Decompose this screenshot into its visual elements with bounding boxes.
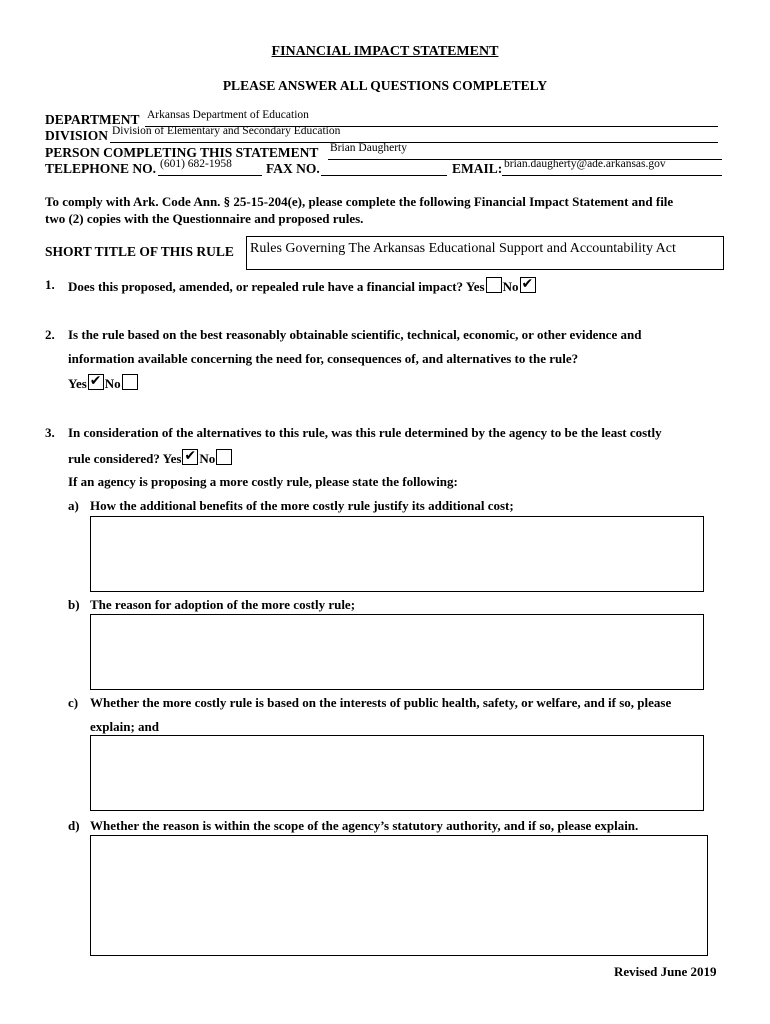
q3-followup: If an agency is proposing a more costly rule, please state the following: bbox=[68, 474, 458, 489]
q3-yes-label: Yes bbox=[162, 451, 182, 466]
form-title: FINANCIAL IMPACT STATEMENT bbox=[271, 44, 499, 59]
department-label: DEPARTMENT bbox=[45, 112, 140, 127]
q1-no-checkbox[interactable] bbox=[520, 277, 536, 293]
q3d-text: Whether the reason is within the scope of the agency’s statutory authority, and if so, please explain. bbox=[90, 818, 639, 833]
q3-no-label: No bbox=[199, 451, 216, 466]
intro-line-2: two (2) copies with the Questionnaire and proposed rules. bbox=[45, 211, 364, 226]
short-title-field[interactable] bbox=[246, 236, 724, 270]
q3-number: 3. bbox=[45, 425, 55, 440]
person-label: PERSON COMPLETING THIS STATEMENT bbox=[45, 145, 319, 160]
q3d-label: d) bbox=[68, 818, 80, 833]
q2-line-1: Is the rule based on the best reasonably obtainable scientific, technical, economic, or other evidence and bbox=[68, 327, 642, 342]
department-value: Arkansas Department of Education bbox=[147, 109, 309, 121]
short-title-label: SHORT TITLE OF THIS RULE bbox=[45, 244, 234, 259]
division-value: Division of Elementary and Secondary Education bbox=[112, 125, 341, 137]
telephone-field[interactable] bbox=[158, 158, 262, 176]
q3c-line-2: explain; and bbox=[90, 719, 159, 734]
q3c-answer-box[interactable] bbox=[90, 735, 704, 811]
q1-yes-label: Yes bbox=[465, 279, 485, 294]
q3a-answer-box[interactable] bbox=[90, 516, 704, 592]
email-field[interactable] bbox=[502, 158, 722, 176]
q3c-label: c) bbox=[68, 695, 79, 710]
q3-line-2-row bbox=[68, 449, 233, 467]
q2-yes-label: Yes bbox=[68, 376, 87, 391]
q1-no-check: ✔ bbox=[521, 276, 534, 292]
division-row bbox=[45, 128, 108, 144]
q2-yes-checkbox[interactable] bbox=[88, 374, 104, 390]
fax-label: FAX NO. bbox=[266, 161, 320, 176]
q2-line-2: information available concerning the need for, consequences of, and alternatives to the rule? bbox=[68, 351, 579, 366]
question-1 bbox=[68, 277, 537, 295]
q3-no-checkbox[interactable] bbox=[216, 449, 232, 465]
person-value: Brian Daugherty bbox=[330, 142, 407, 154]
fax-field[interactable] bbox=[321, 161, 447, 176]
q3-yes-checkbox[interactable] bbox=[182, 449, 198, 465]
q3a-label: a) bbox=[68, 498, 79, 513]
q2-no-checkbox[interactable] bbox=[122, 374, 138, 390]
q3-line-1: In consideration of the alternatives to this rule, was this rule determined by the agency to be the least costly bbox=[68, 425, 662, 440]
telephone-value: (601) 682-1958 bbox=[160, 158, 232, 170]
q3d-answer-box[interactable] bbox=[90, 835, 708, 956]
q2-yes-check: ✔ bbox=[89, 373, 102, 389]
telephone-label: TELEPHONE NO. bbox=[45, 161, 157, 176]
intro-line-1: To comply with Ark. Code Ann. § 25-15-204(e), please complete the following Financial Impact Statement and file bbox=[45, 194, 674, 209]
q1-yes-checkbox[interactable] bbox=[486, 277, 502, 293]
email-value: brian.daugherty@ade.arkansas.gov bbox=[504, 158, 666, 170]
revised-date: Revised June 2019 bbox=[614, 964, 717, 979]
q1-text: Does this proposed, amended, or repealed rule have a financial impact? bbox=[68, 279, 464, 294]
division-field[interactable] bbox=[110, 125, 718, 143]
q1-no-label: No bbox=[502, 279, 519, 294]
q3b-answer-box[interactable] bbox=[90, 614, 704, 690]
q1-number: 1. bbox=[45, 277, 55, 292]
q3a-text: How the additional benefits of the more costly rule justify its additional cost; bbox=[90, 498, 514, 513]
short-title-value: Rules Governing The Arkansas Educational Support and Accountability Act bbox=[250, 241, 676, 256]
q2-number: 2. bbox=[45, 327, 55, 342]
q2-no-label: No bbox=[104, 376, 121, 391]
q2-answer-row bbox=[68, 374, 139, 392]
q3b-label: b) bbox=[68, 597, 80, 612]
email-label: EMAIL: bbox=[452, 161, 503, 176]
division-label: DIVISION bbox=[45, 128, 109, 143]
q3-line-2: rule considered? bbox=[68, 451, 160, 466]
form-subtitle: PLEASE ANSWER ALL QUESTIONS COMPLETELY bbox=[222, 78, 548, 93]
q3-yes-check: ✔ bbox=[184, 448, 197, 464]
q3c-line-1: Whether the more costly rule is based on the interests of public health, safety, or welfare, and if so, please bbox=[90, 695, 672, 710]
q3b-text: The reason for adoption of the more costly rule; bbox=[90, 597, 356, 612]
